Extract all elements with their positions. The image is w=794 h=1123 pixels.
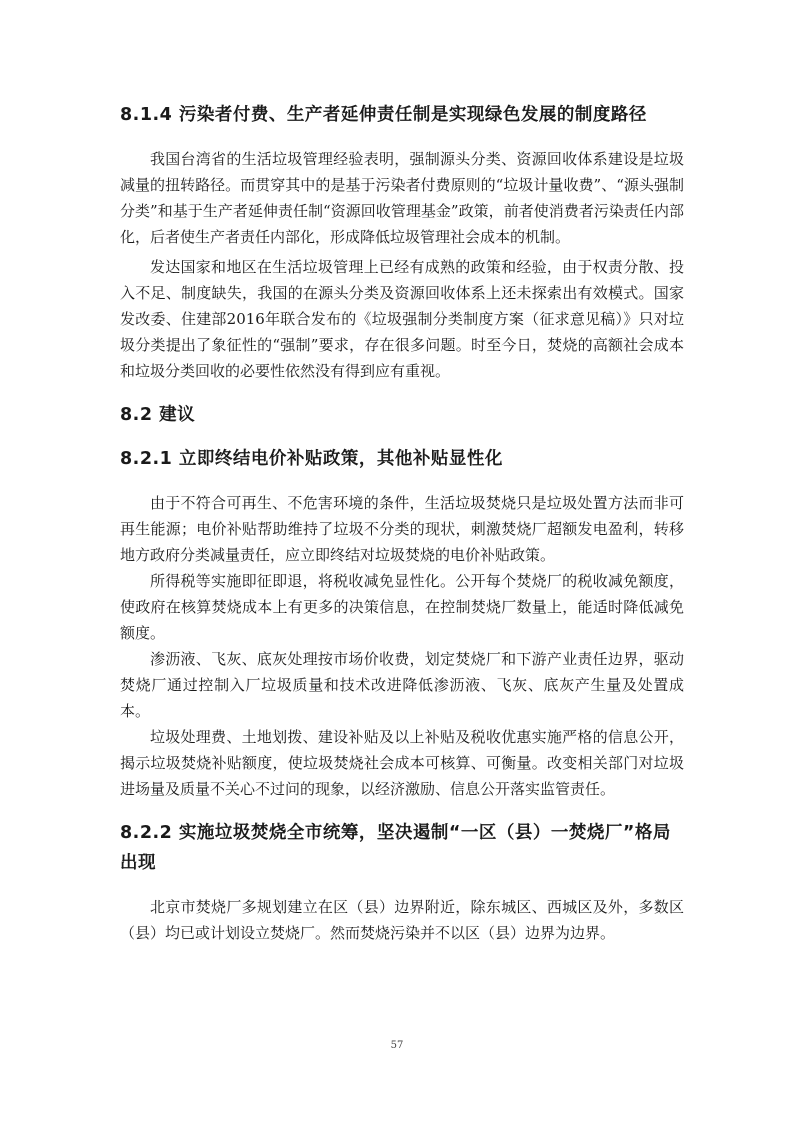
paragraph: 由于不符合可再生、不危害环境的条件，生活垃圾焚烧只是垃圾处置方法而非可再生能源；电价补贴帮助维持了垃圾不分类的现状，刺激焚烧厂超额发电盈利，转移地方政府分类减量责任，应立即终结对垃圾焚烧的电价补贴政策。 bbox=[120, 494, 684, 564]
paragraph: 渗沥液、飞灰、底灰处理按市场价收费，划定焚烧厂和下游产业责任边界，驱动焚烧厂通过控制入厂垃圾质量和技术改进降低渗沥液、飞灰、底灰产生量及处置成本。 bbox=[120, 650, 684, 720]
paragraph: 发达国家和地区在生活垃圾管理上已经有成熟的政策和经验，由于权责分散、投入不足、制度缺失，我国的在源头分类及资源回收体系上还未探索出有效模式。国家发改委、住建部2016年联合发布的《垃圾强制分类制度方案（征求意见稿）》只对垃圾分类提出了象征性的“强制”要求，存在很多问题。时至今日，焚烧的高额社会成本和垃圾分类回收的必要性依然没有得到应有重视。 bbox=[120, 258, 684, 380]
paragraph: 北京市焚烧厂多规划建立在区（县）边界附近，除东城区、西城区及外，多数区（县）均已或计划设立焚烧厂。然而焚烧污染并不以区（县）边界为边界。 bbox=[120, 898, 684, 942]
page-number: 57 bbox=[390, 1040, 404, 1051]
section-heading-8-2: 8.2 建议 bbox=[120, 405, 196, 425]
page-content bbox=[120, 96, 684, 946]
section-heading-8-2-2: 8.2.2 实施垃圾焚烧全市统筹，坚决遏制“一区（县）一焚烧厂”格局出现 bbox=[120, 823, 671, 873]
paragraph: 垃圾处理费、土地划拨、建设补贴及以上补贴及税收优惠实施严格的信息公开，揭示垃圾焚烧补贴额度，使垃圾焚烧社会成本可核算、可衡量。改变相关部门对垃圾进场量及质量不关心不过问的现象，以经济激励、信息公开落实监管责任。 bbox=[120, 728, 684, 798]
paragraph: 我国台湾省的生活垃圾管理经验表明，强制源头分类、资源回收体系建设是垃圾减量的扭转路径。而贯穿其中的是基于污染者付费原则的“垃圾计量收费”、“源头强制分类”和基于生产者延伸责任制“资源回收管理基金”政策，前者使消费者污染责任内部化，后者使生产者责任内部化，形成降低垃圾管理社会成本的机制。 bbox=[120, 150, 684, 246]
section-heading-8-1-4: 8.1.4 污染者付费、生产者延伸责任制是实现绿色发展的制度路径 bbox=[120, 105, 647, 125]
paragraph: 所得税等实施即征即退，将税收减免显性化。公开每个焚烧厂的税收减免额度，使政府在核算焚烧成本上有更多的决策信息，在控制焚烧厂数量上，能适时降低减免额度。 bbox=[120, 572, 684, 642]
section-heading-8-2-1: 8.2.1 立即终结电价补贴政策，其他补贴显性化 bbox=[120, 449, 503, 469]
